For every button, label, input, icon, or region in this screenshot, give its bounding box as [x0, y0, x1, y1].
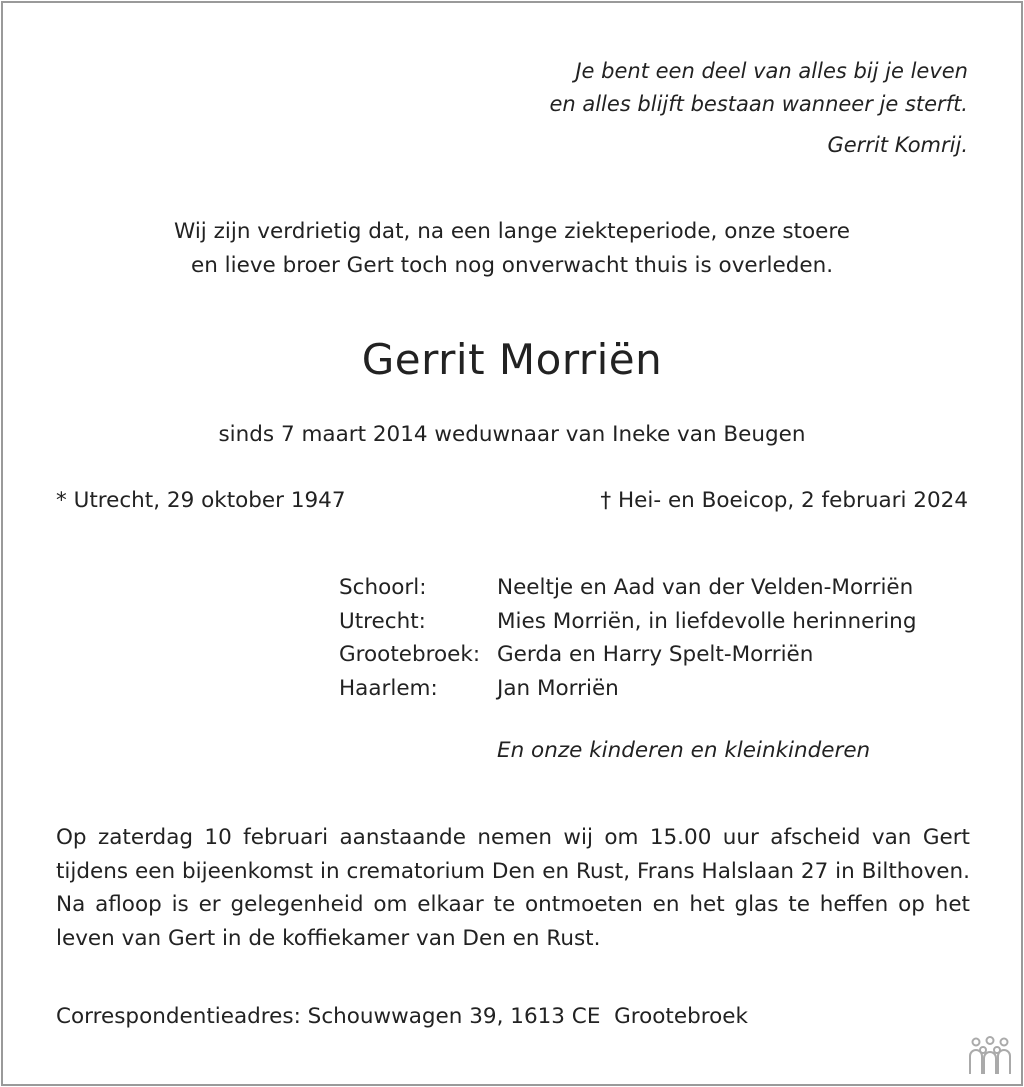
intro-text	[3, 215, 1021, 283]
quote-line: en alles blijft bestaan wanneer je sterft.	[549, 92, 968, 116]
family-names: Jan Morriën	[497, 675, 619, 701]
family-list	[339, 571, 916, 705]
deceased-name: Gerrit Morriën	[361, 335, 663, 384]
widower-line: sinds 7 maart 2014 weduwnaar van Ineke van Beugen	[218, 422, 806, 447]
family-row	[339, 571, 916, 605]
family-place: Haarlem:	[339, 675, 438, 701]
family-place: Grootebroek:	[339, 642, 481, 667]
intro-line: Wij zijn verdrietig dat, na een lange ziekteperiode, onze stoere	[174, 219, 850, 244]
people-group-icon	[967, 1036, 1013, 1076]
poem-quote	[549, 55, 968, 121]
quote-line: Je bent een deel van alles bij je leven	[575, 59, 968, 83]
family-names: Mies Morriën, in liefdevolle herinnering	[497, 608, 917, 634]
family-place: Schoorl:	[339, 575, 427, 600]
birth-info: * Utrecht, 29 oktober 1947	[56, 488, 346, 513]
family-names: Neeltje en Aad van der Velden-Morriën	[497, 575, 914, 600]
family-row	[339, 672, 916, 706]
correspondence-address: Correspondentieadres: Schouwwagen 39, 1613 CE Grootebroek	[56, 1004, 748, 1029]
family-row	[339, 638, 916, 672]
death-notice-card	[1, 1, 1023, 1086]
children-line: En onze kinderen en kleinkinderen	[497, 738, 871, 763]
family-row	[339, 605, 916, 639]
intro-line: en lieve broer Gert toch nog onverwacht thuis is overleden.	[190, 253, 834, 278]
quote-author: Gerrit Komrij.	[827, 133, 968, 157]
death-info: † Hei- en Boeicop, 2 februari 2024	[600, 488, 968, 513]
family-names: Gerda en Harry Spelt-Morriën	[497, 642, 814, 667]
ceremony-paragraph: Op zaterdag 10 februari aanstaande nemen wij om 15.00 uur afscheid van Gert tijdens een bijeenkomst in crematorium Den en Rust, Frans Halslaan 27 in Bilthoven. Na afloop is er gelegenheid om elkaar te ontmoeten en het glas te heffen op het leven van Gert in de koffiekamer van Den en Rust.	[56, 825, 970, 951]
family-place: Utrecht:	[339, 608, 426, 634]
